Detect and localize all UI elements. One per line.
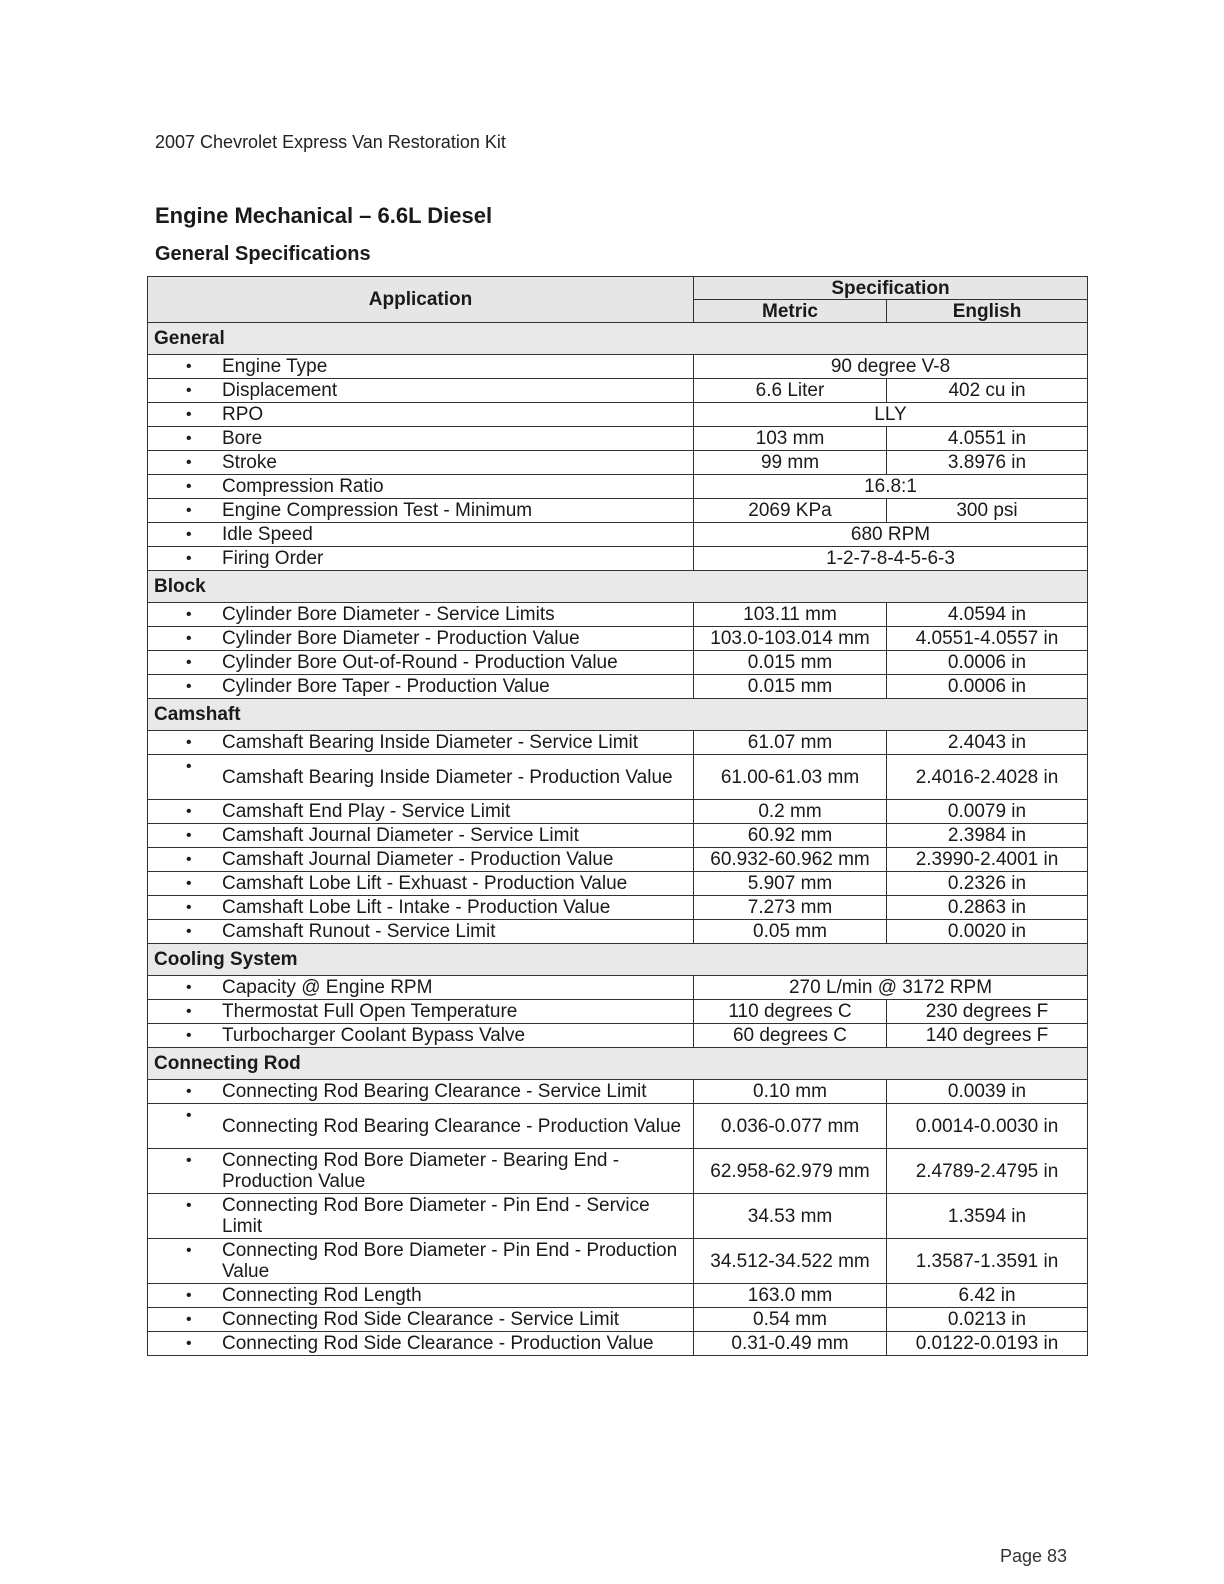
application-text: Cylinder Bore Taper - Production Value	[222, 676, 550, 697]
application-cell	[148, 547, 694, 571]
table-row	[148, 1080, 1088, 1104]
application-text: Connecting Rod Bearing Clearance - Production Value	[222, 1115, 682, 1137]
english-value-cell: 4.0594 in	[887, 603, 1088, 627]
application-cell	[148, 427, 694, 451]
english-value-cell: 2.3984 in	[887, 824, 1088, 848]
application-text: Engine Type	[222, 356, 328, 377]
application-cell	[148, 675, 694, 699]
application-text: Camshaft Lobe Lift - Exhuast - Production Value	[222, 873, 628, 894]
english-value-cell: 2.3990-2.4001 in	[887, 848, 1088, 872]
table-row	[148, 848, 1088, 872]
bullet-icon: •	[186, 1083, 192, 1100]
application-text: Connecting Rod Bore Diameter - Bearing End - Production Value	[222, 1150, 620, 1192]
application-cell	[148, 896, 694, 920]
application-cell	[148, 627, 694, 651]
specifications-table	[147, 276, 1088, 1356]
english-value-cell: 3.8976 in	[887, 451, 1088, 475]
bullet-icon: •	[186, 678, 192, 695]
application-cell	[148, 1308, 694, 1332]
table-row	[148, 475, 1088, 499]
metric-value-cell: 2069 KPa	[694, 499, 887, 523]
application-text: Camshaft Runout - Service Limit	[222, 921, 496, 942]
bullet-icon: •	[186, 606, 192, 623]
application-text: Connecting Rod Bore Diameter - Pin End - Service Limit	[222, 1195, 650, 1237]
application-text: Camshaft Journal Diameter - Service Limit	[222, 825, 579, 846]
application-cell	[148, 499, 694, 523]
page-number: Page 83	[1000, 1546, 1068, 1566]
group-row	[148, 571, 1088, 603]
bullet-icon: •	[186, 875, 192, 892]
table-row	[148, 499, 1088, 523]
table-body	[148, 323, 1088, 1356]
metric-value-cell: 34.53 mm	[694, 1194, 887, 1239]
application-cell	[148, 523, 694, 547]
application-text: RPO	[222, 404, 264, 425]
group-row	[148, 699, 1088, 731]
english-value-cell: 0.0122-0.0193 in	[887, 1332, 1088, 1356]
table-row	[148, 403, 1088, 427]
application-cell	[148, 379, 694, 403]
application-text: Connecting Rod Bearing Clearance - Service Limit	[222, 1081, 647, 1102]
table-row	[148, 1194, 1088, 1239]
bullet-icon: •	[186, 630, 192, 647]
application-cell	[148, 1080, 694, 1104]
application-cell	[148, 651, 694, 675]
group-row	[148, 323, 1088, 355]
application-cell	[148, 731, 694, 755]
metric-value-cell: 103.0-103.014 mm	[694, 627, 887, 651]
table-row	[148, 1024, 1088, 1048]
application-cell	[148, 1239, 694, 1284]
application-cell	[148, 976, 694, 1000]
application-text: Bore	[222, 428, 263, 449]
english-value-cell: 230 degrees F	[887, 1000, 1088, 1024]
bullet-icon: •	[186, 734, 192, 751]
bullet-icon: •	[186, 1311, 192, 1328]
table-header	[148, 277, 1088, 323]
bullet-icon: •	[186, 550, 192, 567]
combined-value-cell: 90 degree V-8	[694, 355, 1088, 379]
application-text: Camshaft Bearing Inside Diameter - Service Limit	[222, 732, 639, 753]
bullet-icon: •	[186, 803, 192, 820]
english-value-cell: 300 psi	[887, 499, 1088, 523]
table-row	[148, 603, 1088, 627]
metric-value-cell: 6.6 Liter	[694, 379, 887, 403]
table-row	[148, 800, 1088, 824]
application-cell	[148, 1194, 694, 1239]
application-cell	[148, 1284, 694, 1308]
application-text: Camshaft Journal Diameter - Production Value	[222, 849, 614, 870]
metric-value-cell: 0.31-0.49 mm	[694, 1332, 887, 1356]
english-value-cell: 1.3587-1.3591 in	[887, 1239, 1088, 1284]
application-text: Stroke	[222, 452, 277, 473]
application-text: Capacity @ Engine RPM	[222, 977, 433, 998]
metric-value-cell: 163.0 mm	[694, 1284, 887, 1308]
application-cell	[148, 755, 694, 800]
english-value-cell: 402 cu in	[887, 379, 1088, 403]
table-row	[148, 675, 1088, 699]
application-cell	[148, 603, 694, 627]
application-text: Cylinder Bore Out-of-Round - Production Value	[222, 652, 618, 673]
english-value-cell: 2.4789-2.4795 in	[887, 1149, 1088, 1194]
table-row	[148, 379, 1088, 403]
bullet-icon: •	[186, 526, 192, 543]
application-cell	[148, 824, 694, 848]
application-text: Compression Ratio	[222, 476, 384, 497]
application-text: Camshaft End Play - Service Limit	[222, 801, 511, 822]
metric-value-cell: 60.92 mm	[694, 824, 887, 848]
table-row	[148, 1308, 1088, 1332]
group-heading: General	[148, 323, 1088, 355]
table-row	[148, 755, 1088, 800]
table-row	[148, 731, 1088, 755]
application-cell	[148, 1024, 694, 1048]
bullet-icon: •	[186, 1107, 192, 1124]
bullet-icon: •	[186, 430, 192, 447]
combined-value-cell: LLY	[694, 403, 1088, 427]
bullet-icon: •	[186, 1335, 192, 1352]
table-row	[148, 976, 1088, 1000]
bullet-icon: •	[186, 851, 192, 868]
group-heading: Connecting Rod	[148, 1048, 1088, 1080]
table-row	[148, 547, 1088, 571]
application-text: Connecting Rod Side Clearance - Service Limit	[222, 1309, 620, 1330]
application-text: Thermostat Full Open Temperature	[222, 1001, 518, 1022]
application-cell	[148, 403, 694, 427]
english-value-cell: 0.0006 in	[887, 675, 1088, 699]
bullet-icon: •	[186, 478, 192, 495]
application-cell	[148, 451, 694, 475]
application-cell	[148, 355, 694, 379]
table-row	[148, 1149, 1088, 1194]
bullet-icon: •	[186, 758, 192, 775]
table-row	[148, 1332, 1088, 1356]
table-row	[148, 824, 1088, 848]
english-value-cell: 0.0020 in	[887, 920, 1088, 944]
bullet-icon: •	[186, 923, 192, 940]
english-value-cell: 0.0039 in	[887, 1080, 1088, 1104]
application-text: Cylinder Bore Diameter - Production Value	[222, 628, 580, 649]
metric-value-cell: 0.54 mm	[694, 1308, 887, 1332]
english-value-cell: 6.42 in	[887, 1284, 1088, 1308]
english-value-cell: 0.2863 in	[887, 896, 1088, 920]
table-row	[148, 355, 1088, 379]
english-value-cell: 4.0551 in	[887, 427, 1088, 451]
combined-value-cell: 680 RPM	[694, 523, 1088, 547]
metric-value-cell: 0.2 mm	[694, 800, 887, 824]
table-row	[148, 451, 1088, 475]
bullet-icon: •	[186, 358, 192, 375]
bullet-icon: •	[186, 1287, 192, 1304]
application-cell	[148, 1000, 694, 1024]
section-title: Engine Mechanical – 6.6L Diesel	[155, 203, 493, 228]
metric-value-cell: 61.07 mm	[694, 731, 887, 755]
metric-value-cell: 99 mm	[694, 451, 887, 475]
table-row	[148, 651, 1088, 675]
application-cell	[148, 475, 694, 499]
application-cell	[148, 800, 694, 824]
bullet-icon: •	[186, 1242, 192, 1259]
application-text: Connecting Rod Length	[222, 1285, 422, 1306]
application-cell	[148, 920, 694, 944]
metric-value-cell: 5.907 mm	[694, 872, 887, 896]
metric-value-cell: 103.11 mm	[694, 603, 887, 627]
bullet-icon: •	[186, 454, 192, 471]
application-text: Camshaft Bearing Inside Diameter - Production Value	[222, 766, 673, 788]
group-heading: Camshaft	[148, 699, 1088, 731]
metric-value-cell: 0.036-0.077 mm	[694, 1104, 887, 1149]
group-heading: Block	[148, 571, 1088, 603]
metric-value-cell: 60.932-60.962 mm	[694, 848, 887, 872]
english-value-cell: 2.4016-2.4028 in	[887, 755, 1088, 800]
application-cell	[148, 872, 694, 896]
application-cell	[148, 848, 694, 872]
bullet-icon: •	[186, 1003, 192, 1020]
bullet-icon: •	[186, 406, 192, 423]
bullet-icon: •	[186, 979, 192, 996]
header-metric: Metric	[694, 300, 887, 323]
metric-value-cell: 34.512-34.522 mm	[694, 1239, 887, 1284]
table-row	[148, 872, 1088, 896]
group-row	[148, 1048, 1088, 1080]
bullet-icon: •	[186, 1027, 192, 1044]
application-cell	[148, 1332, 694, 1356]
english-value-cell: 0.0006 in	[887, 651, 1088, 675]
header-english: English	[887, 300, 1088, 323]
application-text: Idle Speed	[222, 524, 313, 545]
group-heading: Cooling System	[148, 944, 1088, 976]
english-value-cell: 0.0014-0.0030 in	[887, 1104, 1088, 1149]
header-specification: Specification	[694, 277, 1088, 300]
english-value-cell: 0.0079 in	[887, 800, 1088, 824]
bullet-icon: •	[186, 502, 192, 519]
english-value-cell: 0.2326 in	[887, 872, 1088, 896]
combined-value-cell: 16.8:1	[694, 475, 1088, 499]
table-row	[148, 1104, 1088, 1149]
english-value-cell: 140 degrees F	[887, 1024, 1088, 1048]
metric-value-cell: 62.958-62.979 mm	[694, 1149, 887, 1194]
table-row	[148, 523, 1088, 547]
application-text: Cylinder Bore Diameter - Service Limits	[222, 604, 555, 625]
english-value-cell: 0.0213 in	[887, 1308, 1088, 1332]
bullet-icon: •	[186, 899, 192, 916]
bullet-icon: •	[186, 1197, 192, 1214]
document-header: 2007 Chevrolet Express Van Restoration Kit	[155, 132, 506, 152]
table-row	[148, 1000, 1088, 1024]
metric-value-cell: 110 degrees C	[694, 1000, 887, 1024]
application-text: Connecting Rod Side Clearance - Production Value	[222, 1333, 654, 1354]
bullet-icon: •	[186, 1152, 192, 1169]
table-row	[148, 1284, 1088, 1308]
table-row	[148, 896, 1088, 920]
application-text: Turbocharger Coolant Bypass Valve	[222, 1025, 526, 1046]
application-text: Firing Order	[222, 548, 324, 569]
table-row	[148, 427, 1088, 451]
metric-value-cell: 103 mm	[694, 427, 887, 451]
subsection-title: General Specifications	[155, 243, 371, 265]
metric-value-cell: 0.05 mm	[694, 920, 887, 944]
table-row	[148, 1239, 1088, 1284]
application-cell	[148, 1149, 694, 1194]
english-value-cell: 2.4043 in	[887, 731, 1088, 755]
english-value-cell: 4.0551-4.0557 in	[887, 627, 1088, 651]
combined-value-cell: 1-2-7-8-4-5-6-3	[694, 547, 1088, 571]
application-cell	[148, 1104, 694, 1149]
application-text: Engine Compression Test - Minimum	[222, 500, 533, 521]
group-row	[148, 944, 1088, 976]
bullet-icon: •	[186, 382, 192, 399]
table-row	[148, 920, 1088, 944]
metric-value-cell: 0.10 mm	[694, 1080, 887, 1104]
application-text: Camshaft Lobe Lift - Intake - Production Value	[222, 897, 611, 918]
metric-value-cell: 0.015 mm	[694, 651, 887, 675]
bullet-icon: •	[186, 827, 192, 844]
metric-value-cell: 7.273 mm	[694, 896, 887, 920]
metric-value-cell: 0.015 mm	[694, 675, 887, 699]
metric-value-cell: 60 degrees C	[694, 1024, 887, 1048]
application-text: Displacement	[222, 380, 338, 401]
metric-value-cell: 61.00-61.03 mm	[694, 755, 887, 800]
table-row	[148, 627, 1088, 651]
combined-value-cell: 270 L/min @ 3172 RPM	[694, 976, 1088, 1000]
header-application: Application	[148, 277, 694, 323]
english-value-cell: 1.3594 in	[887, 1194, 1088, 1239]
application-text: Connecting Rod Bore Diameter - Pin End - Production Value	[222, 1240, 678, 1282]
bullet-icon: •	[186, 654, 192, 671]
